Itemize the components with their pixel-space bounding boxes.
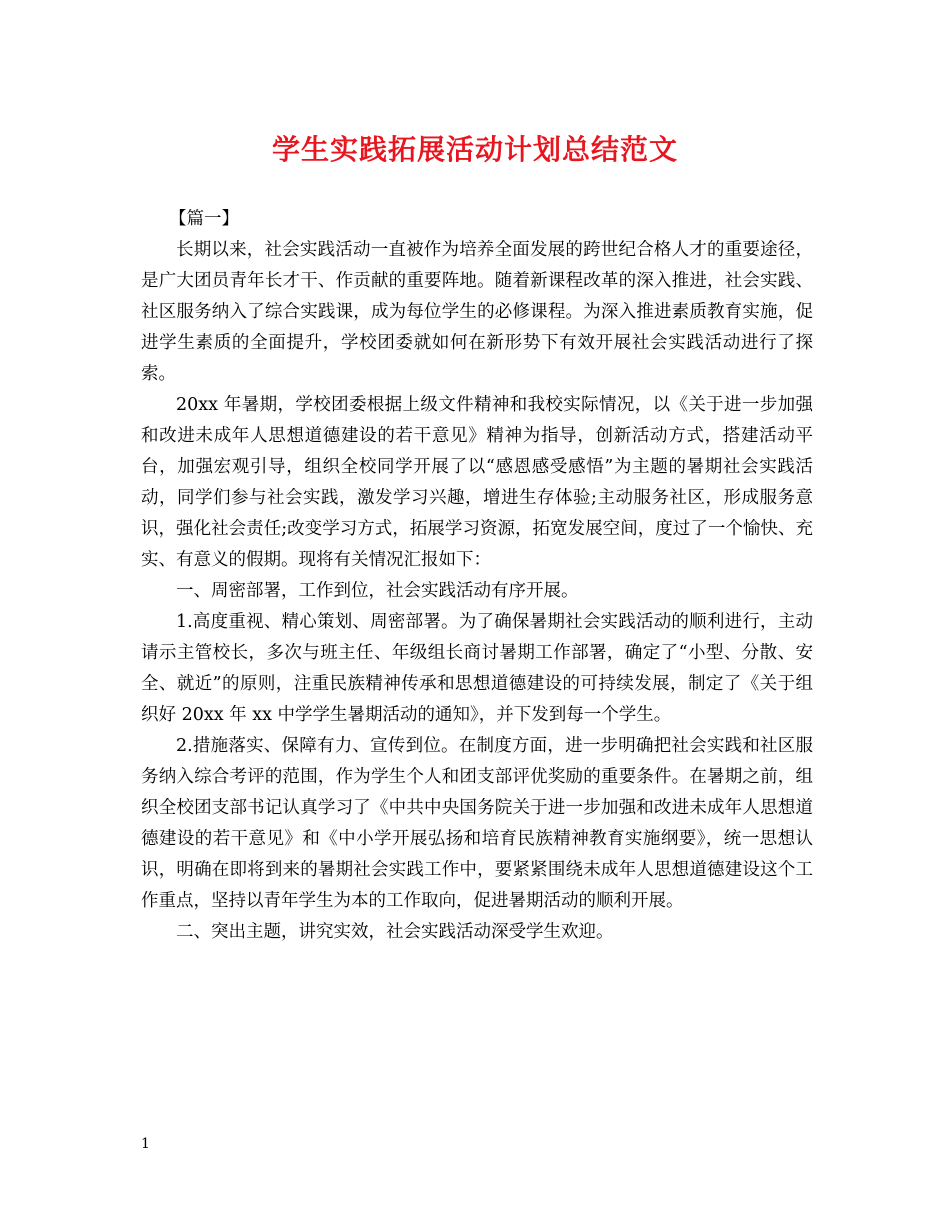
paragraph: 1.高度重视、精心策划、周密部署。为了确保暑期社会实践活动的顺利进行，主动请示主管校长，多次与班主任、年级组长商讨暑期工作部署，确定了“小型、分散、安全、就近”的原则，注重民族精神传承和思想道德建设的可持续发展，制定了《关于组织好 20xx 年 xx 中学学生暑期活动的通知》，并下发到每一个学生。 — [141, 612, 813, 725]
document-title: 学生实践拓展活动计划总结范文 — [271, 133, 678, 166]
section-label: 【篇一】 — [169, 209, 239, 229]
document-body — [141, 204, 813, 948]
paragraph: 2.措施落实、保障有力、宣传到位。在制度方面，进一步明确把社会实践和社区服务纳入综合考评的范围，作为学生个人和团支部评优奖励的重要条件。在暑期之前，组织全校团支部书记认真学习了《中共中央国务院关于进一步加强和改进未成年人思想道德建设的若干意见》和《中小学开展弘扬和培育民族精神教育实施纲要》，统一思想认识，明确在即将到来的暑期社会实践工作中，要紧紧围绕未成年人思想道德建设这个工作重点，坚持以青年学生为本的工作取向，促进暑期活动的顺利开展。 — [141, 736, 813, 911]
paragraph: 长期以来，社会实践活动一直被作为培养全面发展的跨世纪合格人才的重要途径，是广大团员青年长才干、作贡献的重要阵地。随着新课程改革的深入推进，社会实践、社区服务纳入了综合实践课，成为每位学生的必修课程。为深入推进素质教育实施，促进学生素质的全面提升，学校团委就如何在新形势下有效开展社会实践活动进行了探索。 — [141, 240, 813, 384]
paragraph: 20xx 年暑期，学校团委根据上级文件精神和我校实际情况，以《关于进一步加强和改进未成年人思想道德建设的若干意见》精神为指导，创新活动方式，搭建活动平台，加强宏观引导，组织全校同学开展了以“感恩感受感悟”为主题的暑期社会实践活动，同学们参与社会实践，激发学习兴趣，增进生存体验;主动服务社区，形成服务意识，强化社会责任;改变学习方式，拓展学习资源，拓宽发展空间，度过了一个愉快、充实、有意义的假期。现将有关情况汇报如下： — [141, 395, 813, 570]
page-number: 1 — [141, 1136, 150, 1152]
section-heading: 二、突出主题，讲究实效，社会实践活动深受学生欢迎。 — [176, 922, 614, 942]
section-heading: 一、周密部署，工作到位，社会实践活动有序开展。 — [176, 581, 579, 601]
